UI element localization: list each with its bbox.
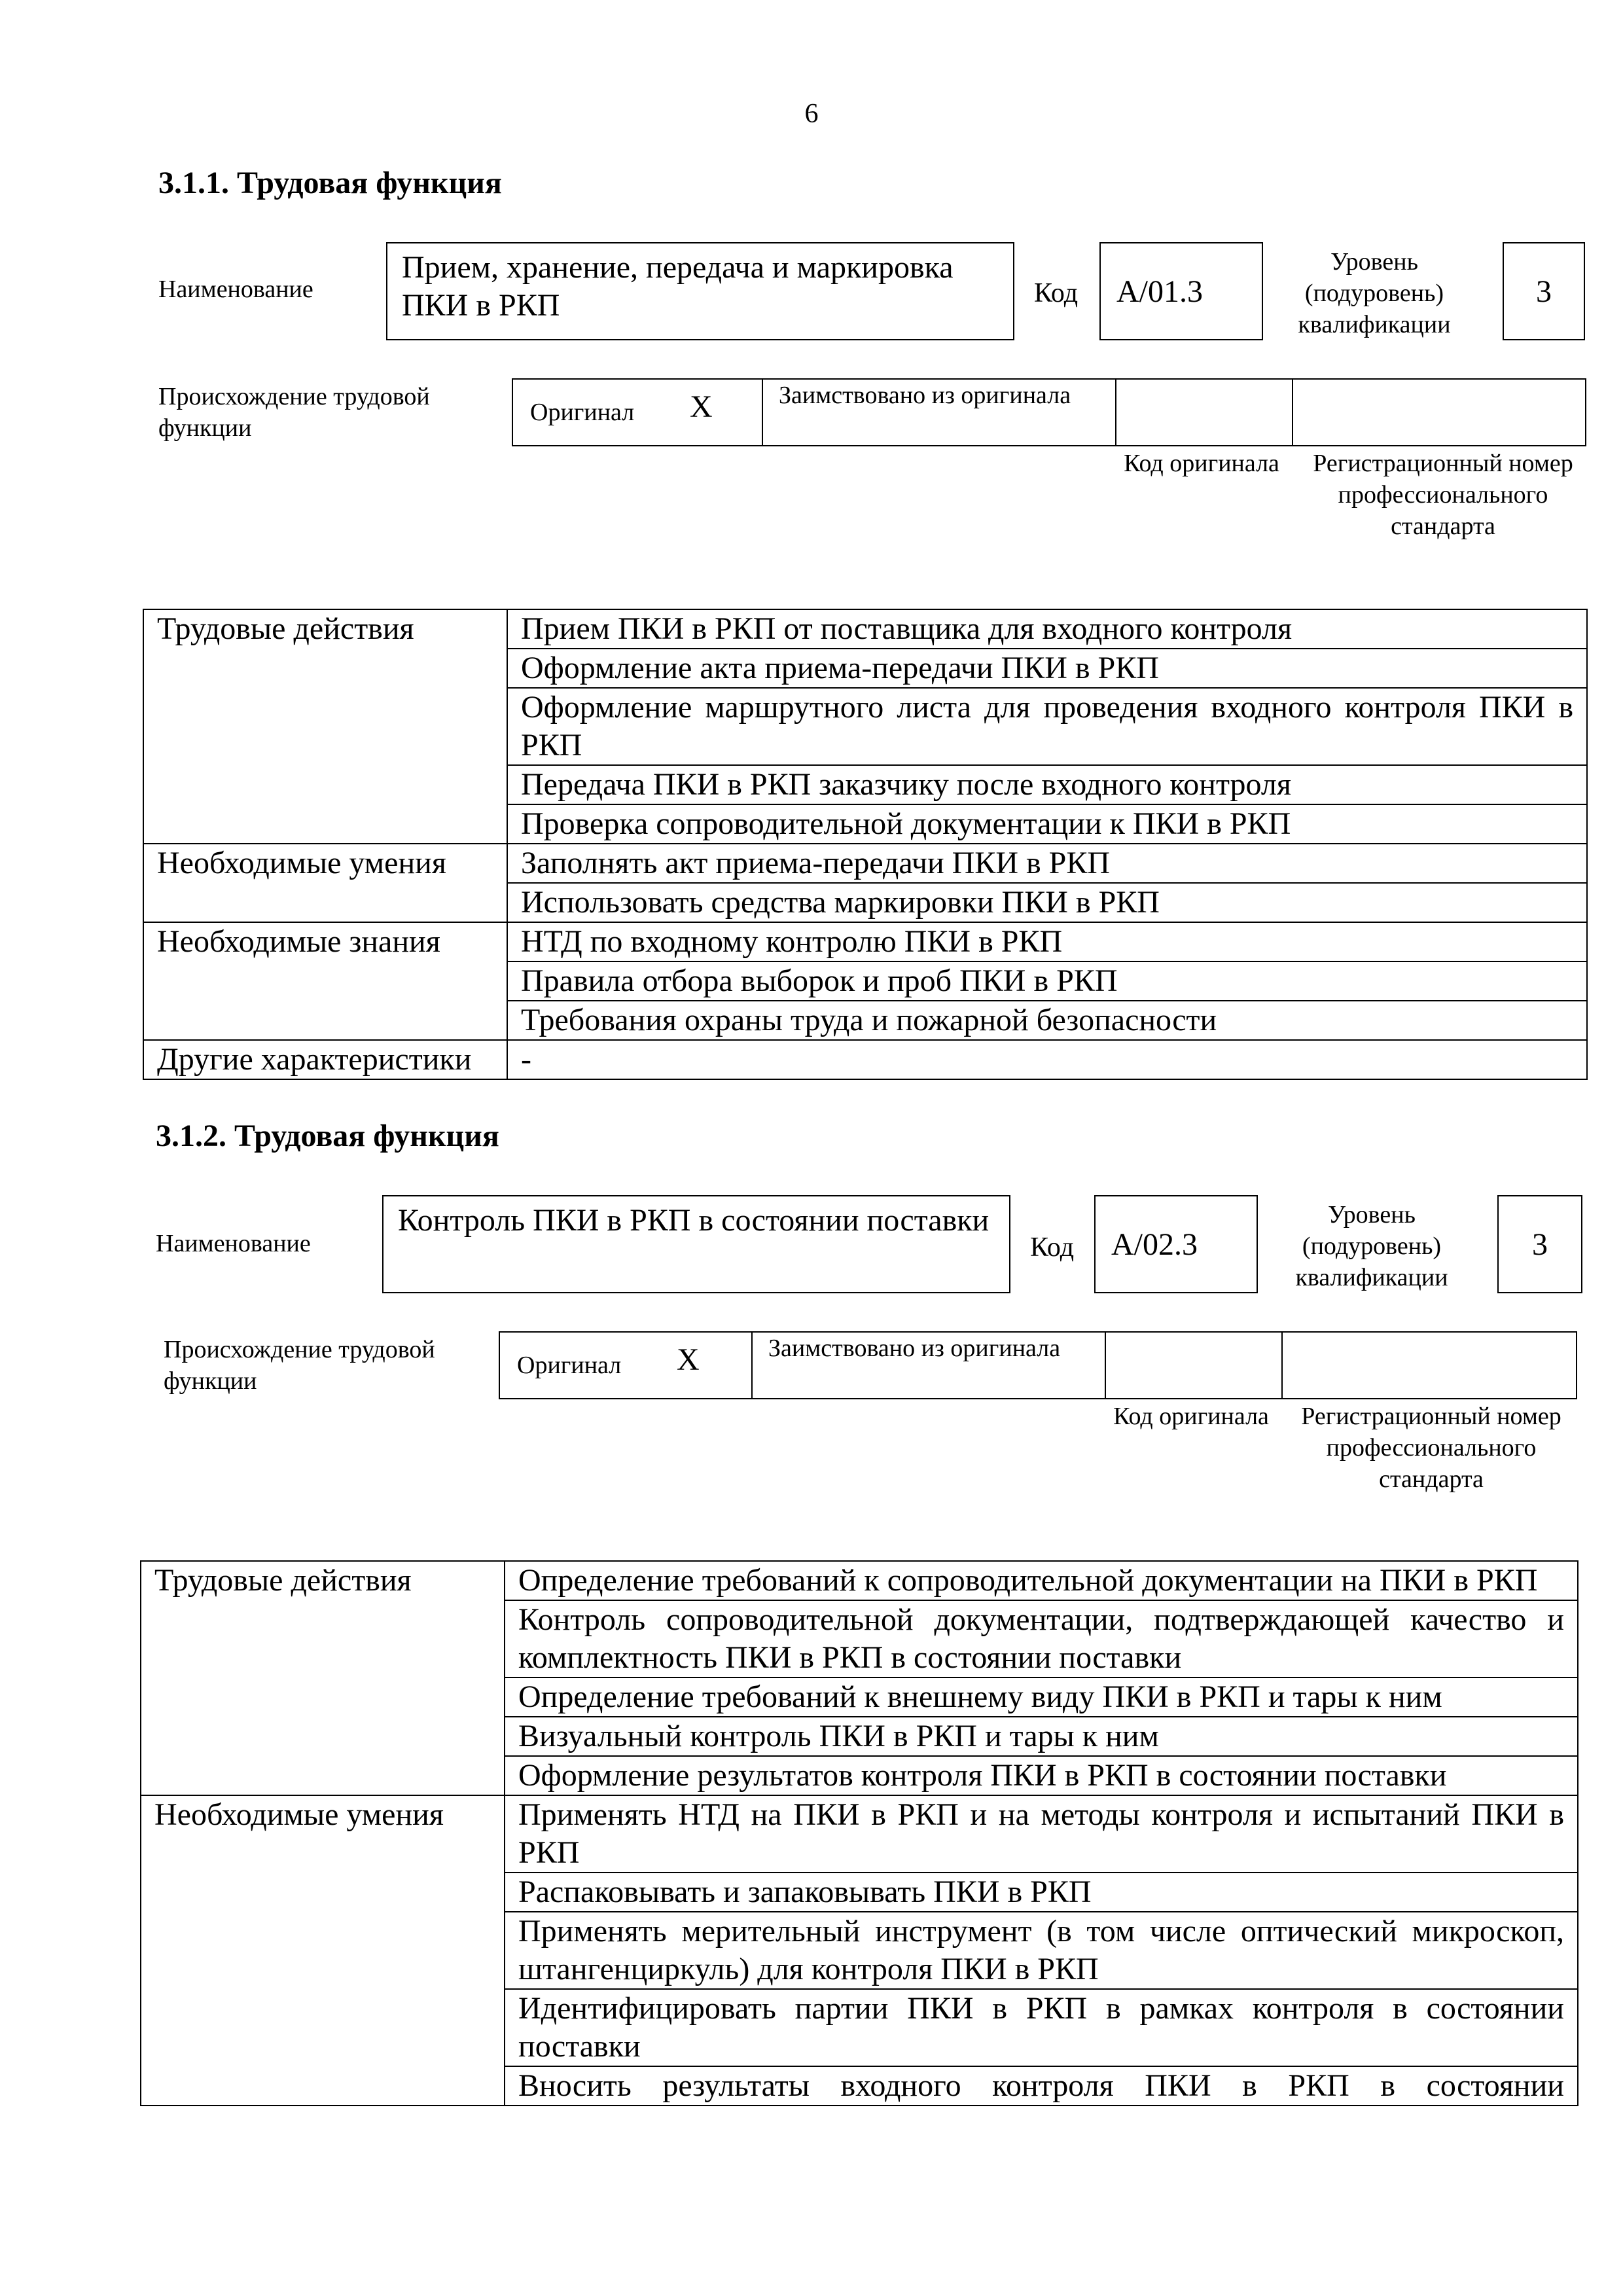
level-field: 3: [1503, 242, 1585, 340]
name-label: Наименование: [158, 276, 313, 303]
item-cell: Визуальный контроль ПКИ в РКП и тары к ним: [505, 1717, 1578, 1756]
origin-label: Происхождение трудовой функции: [158, 383, 430, 442]
item-cell: Вносить результаты входного контроля ПКИ в РКП в состоянии: [505, 2066, 1578, 2106]
item-cell: Заполнять акт приема-передачи ПКИ в РКП: [507, 844, 1587, 883]
origin-table: [499, 1331, 1577, 1399]
item-cell: Определение требований к внешнему виду ПКИ в РКП и тары к ним: [505, 1677, 1578, 1717]
reg-number-cell: [1293, 380, 1585, 445]
table-row: [143, 844, 1587, 883]
name-label: Наименование: [156, 1230, 311, 1257]
original-cell: [513, 380, 763, 445]
section-heading: 3.1.2. Трудовая функция: [156, 1119, 499, 1153]
table-row: [141, 1795, 1578, 1873]
category-cell: Трудовые действия: [143, 609, 507, 844]
labor-function-table: [143, 609, 1588, 1080]
item-cell: Правила отбора выборок и проб ПКИ в РКП: [507, 961, 1587, 1001]
item-cell: НТД по входному контролю ПКИ в РКП: [507, 922, 1587, 961]
original-mark: X: [690, 389, 713, 424]
item-cell: Идентифицировать партии ПКИ в РКП в рамках контроля в состоянии поставки: [505, 1989, 1578, 2066]
category-cell: Необходимые знания: [143, 922, 507, 1040]
item-cell: Прием ПКИ в РКП от поставщика для входного контроля: [507, 609, 1587, 649]
category-cell: Необходимые умения: [141, 1795, 505, 2106]
orig-code-cell: [1106, 1333, 1283, 1398]
section-heading: 3.1.1. Трудовая функция: [158, 166, 502, 200]
labor-function-table: [140, 1560, 1578, 2106]
category-cell: Другие характеристики: [143, 1040, 507, 1079]
item-cell: Применять мерительный инструмент (в том числе оптический микроскоп, штангенциркуль) для контроля ПКИ в РКП: [505, 1912, 1578, 1989]
original-cell: [500, 1333, 753, 1398]
orig-code-cell: [1116, 380, 1293, 445]
origin-table: [512, 378, 1586, 446]
reg-number-cell: [1283, 1333, 1576, 1398]
original-label: Оригинал: [530, 399, 635, 426]
function-name-field: Контроль ПКИ в РКП в состоянии поставки: [382, 1195, 1010, 1293]
reg-number-caption: Регистрационный номер профессионального стандарта: [1301, 1403, 1561, 1493]
table-row: [143, 1040, 1587, 1079]
table-row: [143, 922, 1587, 961]
code-field: А/01.3: [1099, 242, 1263, 340]
original-mark: X: [677, 1342, 700, 1377]
item-cell: Проверка сопроводительной документации к ПКИ в РКП: [507, 804, 1587, 844]
code-label: Код: [1034, 278, 1079, 308]
item-cell: Применять НТД на ПКИ в РКП и на методы контроля и испытаний ПКИ в РКП: [505, 1795, 1578, 1873]
function-name-field: Прием, хранение, передача и маркировка ПКИ в РКП: [386, 242, 1014, 340]
item-cell: Определение требований к сопроводительной документации на ПКИ в РКП: [505, 1561, 1578, 1600]
level-label: Уровень (подуровень) квалификации: [1298, 248, 1451, 338]
code-field: А/02.3: [1094, 1195, 1258, 1293]
item-cell: Распаковывать и запаковывать ПКИ в РКП: [505, 1873, 1578, 1912]
orig-code-caption: Код оригинала: [1113, 1403, 1269, 1430]
item-cell: Оформление акта приема-передачи ПКИ в РКП: [507, 649, 1587, 688]
table-row: [143, 609, 1587, 649]
reg-number-caption: Регистрационный номер профессионального стандарта: [1313, 450, 1573, 540]
category-cell: Необходимые умения: [143, 844, 507, 922]
item-cell: Передача ПКИ в РКП заказчику после входного контроля: [507, 765, 1587, 804]
level-field: 3: [1497, 1195, 1582, 1293]
table-row: [141, 1561, 1578, 1600]
origin-label: Происхождение трудовой функции: [164, 1336, 435, 1395]
original-label: Оригинал: [517, 1352, 622, 1379]
item-cell: Оформление маршрутного листа для проведения входного контроля ПКИ в РКП: [507, 688, 1587, 765]
category-cell: Трудовые действия: [141, 1561, 505, 1795]
item-cell: -: [507, 1040, 1587, 1079]
level-label: Уровень (подуровень) квалификации: [1295, 1201, 1448, 1291]
code-label: Код: [1030, 1232, 1075, 1263]
item-cell: Оформление результатов контроля ПКИ в РКП в состоянии поставки: [505, 1756, 1578, 1795]
orig-code-caption: Код оригинала: [1124, 450, 1279, 477]
page-number: 6: [804, 99, 819, 129]
item-cell: Требования охраны труда и пожарной безопасности: [507, 1001, 1587, 1040]
borrowed-cell: Заимствовано из оригинала: [763, 380, 1116, 445]
item-cell: Использовать средства маркировки ПКИ в РКП: [507, 883, 1587, 922]
item-cell: Контроль сопроводительной документации, подтверждающей качество и комплектность ПКИ в РКП в состоянии поставки: [505, 1600, 1578, 1677]
borrowed-cell: Заимствовано из оригинала: [753, 1333, 1106, 1398]
